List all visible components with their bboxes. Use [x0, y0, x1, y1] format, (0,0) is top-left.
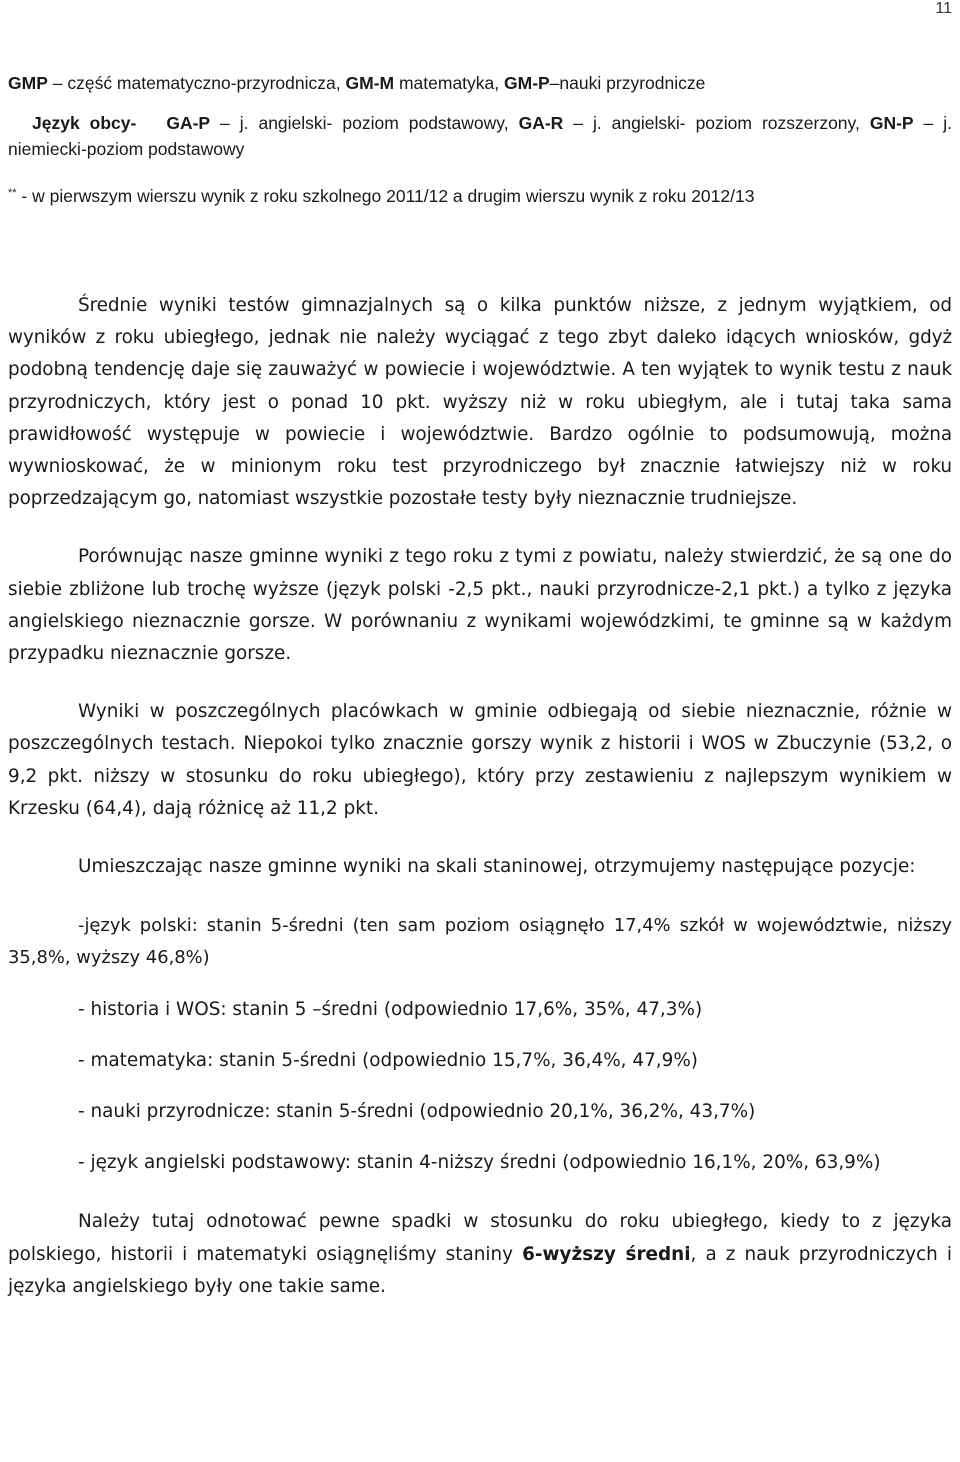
conclusion-text-end: , a z nauk przyrodniczych i języka angielskiego były one takie same. — [8, 1243, 953, 1297]
stanine-math: - matematyka: stanin 5-średni (odpowiednio 15,7%, 36,4%, 47,9%) — [78, 1049, 698, 1071]
abbr-gmp-desc: – część matematyczno-przyrodnicza, — [47, 73, 346, 93]
abbr-gar-desc: – j. angielski- poziom rozszerzony, — [563, 113, 870, 133]
abbr-gap: GA-P — [166, 113, 211, 133]
stanine-english: - język angielski podstawowy: stanin 4-niższy średni (odpowiednio 16,1%, 20%, 63,9%) — [78, 1152, 881, 1174]
paragraph-schools-comparison: Wyniki w poszczególnych placówkach w gminie odbiegają od siebie nieznacznie, różnie w poszczególnych testach. Niepokoi tylko znacznie gorszy wynik z historii i WOS w Zbuczynie (53,2, o 9,2 pkt. niższy w stosunku do roku ubiegłego), który przy zestawieniu z najlepszym wynikiem w Krzesku (64,4), dają różnicę aż 11,2 pkt. — [8, 701, 952, 819]
abbr-gnp: GN-P — [869, 113, 914, 133]
stanine-history: - historia i WOS: stanin 5 –średni (odpowiednio 17,6%, 35%, 47,3%) — [78, 998, 703, 1020]
abbr-gmpn: GM-P — [504, 73, 550, 93]
abbreviation-legend — [8, 70, 952, 209]
paragraph-conclusion — [8, 1206, 952, 1303]
abbr-gmpn-desc: –nauki przyrodnicze — [549, 73, 706, 93]
stanine-polish: -język polski: stanin 5-średni (ten sam poziom osiągnęło 17,4% szkół w województwie, niższy 35,8%, wyższy 46,8%) — [8, 915, 952, 969]
paragraph-stanine-intro: Umieszczając nasze gminne wyniki na skali staninowej, otrzymujemy następujące pozycje: — [78, 856, 916, 878]
legend-line-language — [8, 110, 952, 162]
note-text: - w pierwszym wierszu wynik z roku szkolnego 2011/12 a drugim wierszu wynik z roku 2012/13 — [16, 186, 755, 206]
conclusion-text-start: Należy tutaj odnotować pewne spadki w stosunku do roku ubiegłego, kiedy to z języka polskiego, historii i matematyki osiągnęliśmy staniny — [8, 1211, 952, 1265]
abbr-gar: GA-R — [518, 113, 564, 133]
stanine-science: - nauki przyrodnicze: stanin 5-średni (odpowiednio 20,1%, 36,2%, 43,7%) — [78, 1101, 756, 1123]
abbr-gmm: GM-M — [345, 73, 395, 93]
language-label: Język obcy- — [32, 113, 137, 133]
abbr-gap-desc: – j. angielski- poziom podstawowy, — [210, 113, 519, 133]
page-number: 11 — [935, 0, 952, 17]
legend-line-gm — [8, 70, 952, 96]
legend-note-rows — [8, 180, 952, 209]
paragraph-average-results: Średnie wyniki testów gimnazjalnych są o kilka punktów niższe, z jednym wyjątkiem, od wyników z roku ubiegłego, jednak nie należy wyciągać z tego zbyt daleko idących wniosków, gdyż podobną tendencję daje się zauważyć w powiecie i województwie. A ten wyjątek to wynik testu z nauk przyrodniczych, który jest o ponad 10 pkt. wyższy niż w roku ubiegłym, ale i tutaj taka sama prawidłowość występuje w powiecie i województwie. Bardzo ogólnie to podsumowują, można wywnioskować, że w minionym roku test przyrodniczego był znacznie łatwiejszy niż w roku poprzedzającym go, natomiast wszystkie pozostałe testy były nieznacznie trudniejsze. — [8, 295, 952, 510]
abbr-gnp-desc: – j. niemiecki-poziom podstawowy — [8, 113, 952, 159]
abbr-gmm-desc: matematyka, — [394, 73, 504, 93]
report-body — [8, 290, 952, 1303]
conclusion-highlight: 6-wyższy średni — [522, 1243, 691, 1265]
abbr-gmp: GMP — [8, 73, 48, 93]
paragraph-county-comparison: Porównując nasze gminne wyniki z tego roku z tymi z powiatu, należy stwierdzić, że są one do siebie zbliżone lub trochę wyższe (język polski -2,5 pkt., nauki przyrodnicze-2,1 pkt.) a tylko z języka angielskiego nieznacznie gorsze. W porównaniu z wynikami wojewódzkimi, te gminne są w każdym przypadku nieznacznie gorsze. — [8, 546, 952, 665]
note-mark: ** — [8, 187, 17, 199]
